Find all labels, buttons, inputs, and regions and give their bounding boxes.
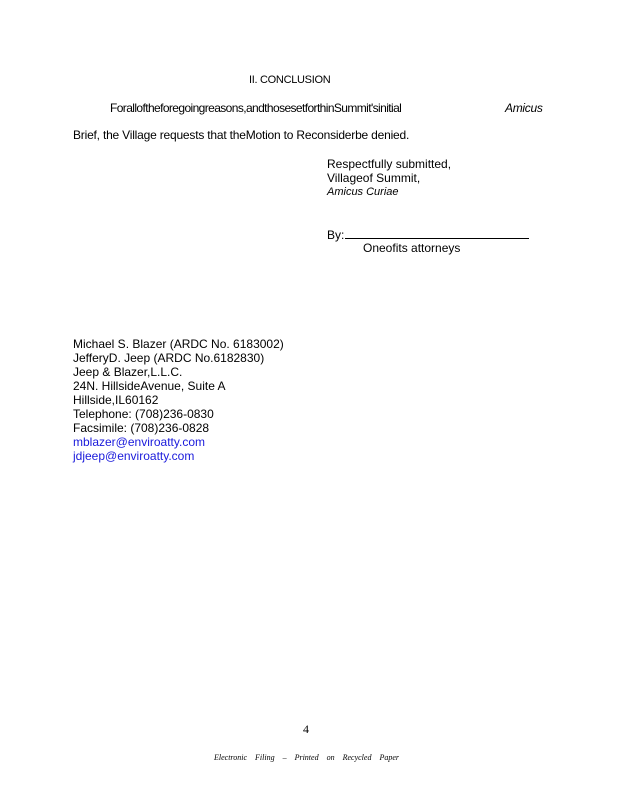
signature-role: Amicus Curiae	[327, 186, 399, 198]
signature-party: Villageof Summit,	[327, 171, 421, 185]
contact-line: Telephone: (708)236-0830	[73, 407, 214, 421]
signature-block	[327, 157, 451, 199]
conclusion-paragraph-line-1: Foralloftheforegoingreasons,andthosesetforthinSummit'sinitial	[110, 101, 402, 115]
contact-block	[73, 337, 284, 463]
email-link[interactable]: mblazer@enviroatty.com	[73, 435, 205, 449]
contact-line: Jeep & Blazer,L.L.C.	[73, 365, 183, 379]
email-link[interactable]: jdjeep@enviroatty.com	[73, 449, 195, 463]
signature-by-line	[327, 227, 529, 242]
contact-line: Facsimile: (708)236-0828	[73, 421, 210, 435]
contact-line: Michael S. Blazer (ARDC No. 6183002)	[73, 337, 284, 351]
signature-closing: Respectfully submitted,	[327, 157, 452, 171]
by-label: By:	[327, 228, 345, 242]
contact-line: Hillside,IL60162	[73, 393, 159, 407]
attorney-note: Oneofits attorneys	[363, 241, 461, 255]
conclusion-paragraph-line-2: Brief, the Village requests that theMotion to Reconsiderbe denied.	[73, 128, 410, 142]
section-heading: II. CONCLUSION	[249, 74, 331, 86]
page-number: 4	[303, 722, 309, 736]
contact-line: JefferyD. Jeep (ARDC No.6182830)	[73, 351, 265, 365]
page-footer: Electronic Filing – Printed on Recycled Paper	[214, 753, 399, 762]
amicus-italic-word: Amicus	[505, 101, 543, 115]
signature-underline	[345, 227, 529, 239]
contact-line: 24N. HillsideAvenue, Suite A	[73, 379, 226, 393]
